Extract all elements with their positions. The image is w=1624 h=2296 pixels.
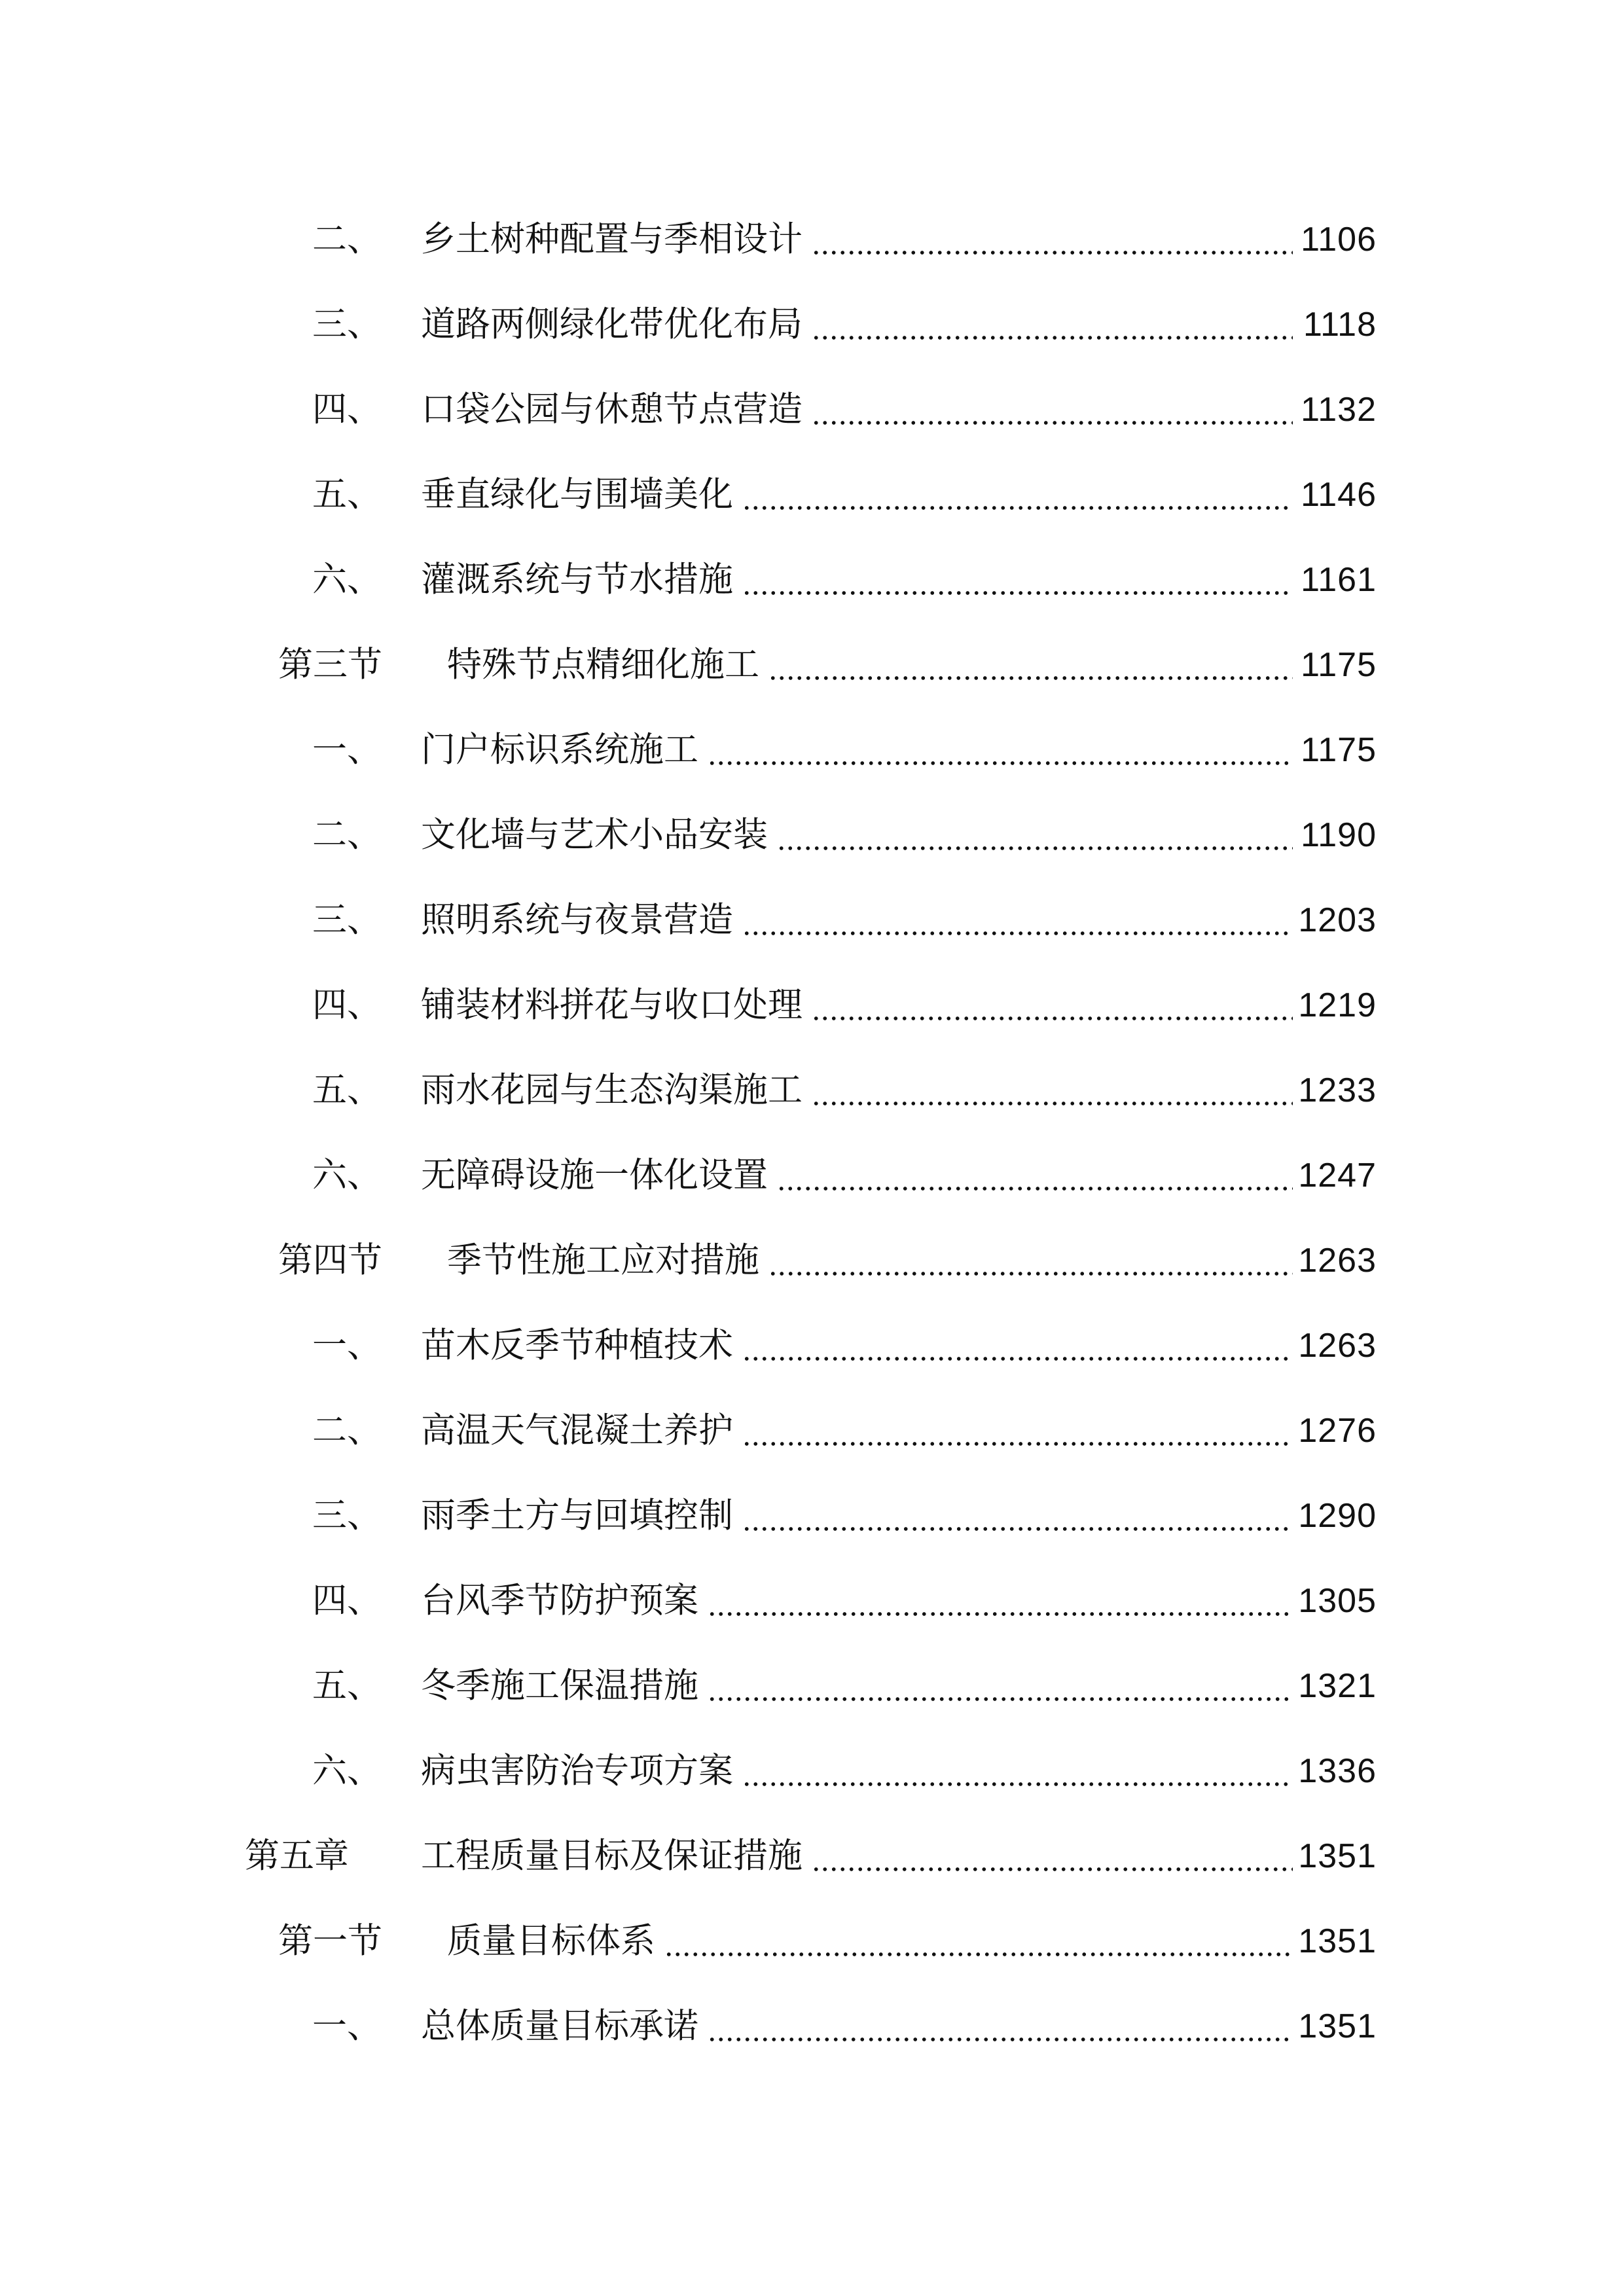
toc-entry-page: 1336 [1298,1752,1377,1790]
toc-chapter-entry[interactable] [0,1825,1624,1888]
toc-entry[interactable] [0,1144,1624,1207]
toc-entry-page: 1290 [1298,1497,1377,1535]
toc-entry-page: 1305 [1298,1582,1377,1620]
toc-entry-page: 1321 [1298,1667,1377,1705]
toc-entry[interactable] [0,1059,1624,1122]
toc-entry[interactable] [0,974,1624,1037]
toc-section-entry[interactable] [0,634,1624,696]
dot-leader [812,1825,1293,1888]
toc-entry-number: 二、 [312,815,382,855]
toc-entry-number: 六、 [312,560,382,600]
toc-entry-page: 1132 [1301,391,1377,429]
toc-entry-number: 第三节 [278,645,382,685]
dot-leader [812,378,1293,441]
dot-leader [742,1399,1293,1462]
toc-entry-page: 1247 [1298,1157,1377,1194]
toc-entry-number: 四、 [312,389,382,429]
dot-leader [742,889,1293,952]
toc-entry[interactable] [0,1484,1624,1547]
toc-entry-page: 1118 [1303,306,1377,344]
toc-entry-page: 1161 [1301,561,1377,599]
dot-leader [768,1229,1293,1292]
toc-entry-page: 1276 [1298,1412,1377,1450]
toc-entry-page: 1175 [1301,731,1377,769]
dot-leader [708,1995,1293,2058]
toc-entry-number: 六、 [312,1751,382,1791]
toc-entry-title: 乡土树种配置与季相设计 [421,219,803,259]
toc-entry-number: 二、 [312,1410,382,1450]
toc-section-entry[interactable] [0,1910,1624,1973]
toc-entry-page: 1175 [1301,646,1377,684]
toc-entry-title: 冬季施工保温措施 [421,1666,698,1706]
toc-entry-title: 照明系统与夜景营造 [421,900,733,940]
toc-entry[interactable] [0,293,1624,356]
toc-entry-title: 高温天气混凝土养护 [421,1410,733,1450]
toc-entry-number: 三、 [312,900,382,940]
toc-entry-title: 铺装材料拼花与收口处理 [421,985,803,1025]
toc-entry-title: 苗木反季节种植技术 [421,1325,733,1365]
toc-entry-number: 六、 [312,1155,382,1195]
toc-entry-title: 工程质量目标及保证措施 [421,1836,803,1876]
toc-entry[interactable] [0,1314,1624,1377]
toc-entry-title: 道路两侧绿化带优化布局 [421,304,803,344]
toc-entry-page: 1351 [1298,2007,1377,2045]
toc-entry-number: 第五章 [245,1836,349,1876]
toc-entry-page: 1233 [1298,1071,1377,1109]
toc-entry-number: 四、 [312,1581,382,1621]
toc-entry-title: 文化墙与艺术小品安装 [421,815,768,855]
toc-entry-page: 1190 [1301,816,1377,854]
dot-leader [768,634,1293,696]
toc-entry-number: 五、 [312,1070,382,1110]
toc-entry[interactable] [0,1655,1624,1717]
dot-leader [812,1059,1293,1122]
toc-entry-page: 1351 [1298,1922,1377,1960]
toc-entry[interactable] [0,378,1624,441]
toc-entry-title: 口袋公园与休憩节点营造 [421,389,803,429]
toc-entry-page: 1263 [1298,1327,1377,1365]
toc-entry[interactable] [0,1995,1624,2058]
dot-leader [742,1484,1293,1547]
toc-entry[interactable] [0,889,1624,952]
toc-entry[interactable] [0,719,1624,781]
toc-entry-title: 无障碍设施一体化设置 [421,1155,768,1195]
toc-entry-title: 垂直绿化与围墙美化 [421,475,733,514]
dot-leader [742,1740,1293,1803]
dot-leader [777,1144,1293,1207]
toc-entry-number: 一、 [312,2006,382,2046]
toc-entry[interactable] [0,463,1624,526]
toc-entry-page: 1219 [1298,986,1377,1024]
toc-entry-title: 雨季土方与回填控制 [421,1496,733,1535]
dot-leader [742,1314,1293,1377]
toc-entry-number: 一、 [312,730,382,770]
toc-entry-title: 门户标识系统施工 [421,730,698,770]
dot-leader [777,804,1293,867]
toc-entry-number: 二、 [312,219,382,259]
dot-leader [664,1910,1293,1973]
toc-entry-title: 特殊节点精细化施工 [447,645,759,685]
toc-entry-number: 一、 [312,1325,382,1365]
toc-entry-page: 1146 [1301,476,1377,514]
toc-entry-number: 第四节 [278,1240,382,1280]
toc-section-entry[interactable] [0,1229,1624,1292]
toc-entry-page: 1263 [1298,1242,1377,1280]
toc-entry-title: 季节性施工应对措施 [447,1240,759,1280]
dot-leader [708,1570,1293,1632]
toc-entry-title: 病虫害防治专项方案 [421,1751,733,1791]
toc-entry[interactable] [0,1399,1624,1462]
toc-entry[interactable] [0,208,1624,271]
toc-entry-title: 台风季节防护预案 [421,1581,698,1621]
toc-entry[interactable] [0,548,1624,611]
toc-entry-title: 质量目标体系 [447,1921,655,1961]
toc-entry-number: 三、 [312,304,382,344]
dot-leader [812,293,1293,356]
toc-entry-title: 灌溉系统与节水措施 [421,560,733,600]
toc-entry-page: 1203 [1298,901,1377,939]
toc-entry-title: 总体质量目标承诺 [421,2006,698,2046]
dot-leader [812,208,1293,271]
toc-entry-title: 雨水花园与生态沟渠施工 [421,1070,803,1110]
toc-entry-page: 1106 [1301,221,1377,259]
dot-leader [742,463,1293,526]
toc-entry-number: 五、 [312,1666,382,1706]
toc-entry-number: 四、 [312,985,382,1025]
dot-leader [812,974,1293,1037]
toc-entry[interactable] [0,1740,1624,1803]
toc-entry-number: 第一节 [278,1921,382,1961]
toc-entry[interactable] [0,804,1624,867]
dot-leader [742,548,1293,611]
toc-entry-number: 五、 [312,475,382,514]
toc-entry-number: 三、 [312,1496,382,1535]
dot-leader [708,1655,1293,1717]
toc-entry-page: 1351 [1298,1837,1377,1875]
dot-leader [708,719,1293,781]
toc-entry[interactable] [0,1570,1624,1632]
